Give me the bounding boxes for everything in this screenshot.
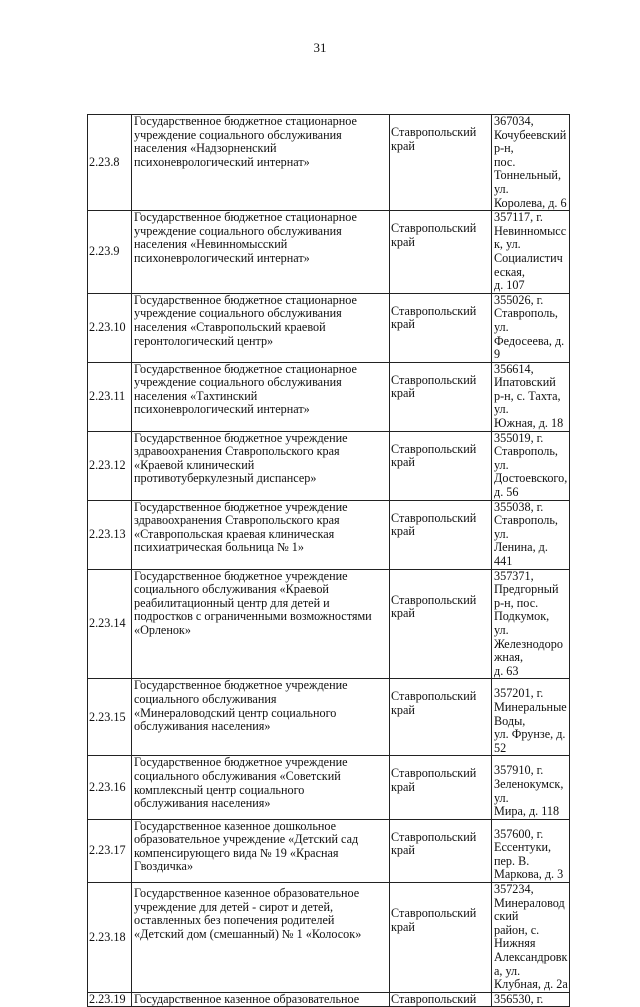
institution-name: Государственное бюджетное учреждение здравоохранения Ставропольского края «Ставропольская краевая клиническая психиатрическая больница № 1» xyxy=(132,500,390,569)
row-number: 2.23.17 xyxy=(88,819,132,882)
institution-name: Государственное бюджетное стационарное учреждение социального обслуживания населения «Надзорненский психоневрологический интернат» xyxy=(132,115,390,211)
region: Ставропольский край xyxy=(390,679,492,756)
address: 357910, г. Зеленокумск, ул. Мира, д. 118 xyxy=(492,756,570,819)
institution-name: Государственное бюджетное стационарное учреждение социального обслуживания населения «Невинномысский психоневрологический интернат» xyxy=(132,211,390,294)
region: Ставропольский край xyxy=(390,293,492,362)
table-row xyxy=(88,211,570,294)
region: Ставропольский край xyxy=(390,211,492,294)
region: Ставропольский край xyxy=(390,500,492,569)
region: Ставропольский xyxy=(390,992,492,1007)
address: 355038, г. Ставрополь, ул. Ленина, д. 441 xyxy=(492,500,570,569)
region: Ставропольский край xyxy=(390,362,492,431)
row-number: 2.23.8 xyxy=(88,115,132,211)
institution-name: Государственное бюджетное учреждение социального обслуживания «Советский комплексный центр социального обслуживания населения» xyxy=(132,756,390,819)
region: Ставропольский край xyxy=(390,569,492,679)
address: 367034, Кочубеевский р-н, пос. Тоннельный, ул. Королева, д. 6 xyxy=(492,115,570,211)
address: 357234, Минераловодский район, с. Нижняя Александровка, ул. Клубная, д. 2а xyxy=(492,883,570,993)
table-row xyxy=(88,819,570,882)
institution-name: Государственное бюджетное стационарное учреждение социального обслуживания населения «Ставропольский краевой геронтологический центр» xyxy=(132,293,390,362)
institution-name: Государственное бюджетное учреждение здравоохранения Ставропольского края «Краевой клинический противотуберкулезный диспансер» xyxy=(132,431,390,500)
page-number: 31 xyxy=(313,40,327,55)
table-row xyxy=(88,569,570,679)
row-number: 2.23.11 xyxy=(88,362,132,431)
address: 356530, г. xyxy=(492,992,570,1007)
row-number: 2.23.10 xyxy=(88,293,132,362)
address: 355019, г. Ставрополь, ул. Достоевского, д. 56 xyxy=(492,431,570,500)
row-number: 2.23.12 xyxy=(88,431,132,500)
institution-name: Государственное казенное образовательное xyxy=(132,992,390,1007)
region: Ставропольский край xyxy=(390,431,492,500)
institution-name: Государственное казенное образовательное учреждение для детей - сирот и детей, оставленных без попечения родителей «Детский дом (смешанный) № 1 «Колосок» xyxy=(132,883,390,993)
table-row xyxy=(88,115,570,211)
institution-name: Государственное бюджетное учреждение социального обслуживания «Минераловодский центр социального обслуживания населения» xyxy=(132,679,390,756)
address: 357371, Предгорный р-н, пос. Подкумок, ул. Железнодорожная, д. 63 xyxy=(492,569,570,679)
address: 356614, Ипатовский р-н, с. Тахта, ул. Южная, д. 18 xyxy=(492,362,570,431)
row-number: 2.23.9 xyxy=(88,211,132,294)
table-row xyxy=(88,500,570,569)
region: Ставропольский край xyxy=(390,756,492,819)
institutions-table xyxy=(87,114,570,1007)
table-row xyxy=(88,756,570,819)
row-number: 2.23.16 xyxy=(88,756,132,819)
row-number: 2.23.19 xyxy=(88,992,132,1007)
table-row xyxy=(88,992,570,1007)
institution-name: Государственное бюджетное стационарное учреждение социального обслуживания населения «Тахтинский психоневрологический интернат» xyxy=(132,362,390,431)
region: Ставропольский край xyxy=(390,115,492,211)
institution-name: Государственное бюджетное учреждение социального обслуживания «Краевой реабилитационный центр для детей и подростков с ограниченными возможностями «Орленок» xyxy=(132,569,390,679)
address: 357117, г. Невинномысск, ул. Социалистическая, д. 107 xyxy=(492,211,570,294)
row-number: 2.23.13 xyxy=(88,500,132,569)
institution-name: Государственное казенное дошкольное образовательное учреждение «Детский сад компенсирующего вида № 19 «Красная Гвоздичка» xyxy=(132,819,390,882)
table-row xyxy=(88,679,570,756)
row-number: 2.23.18 xyxy=(88,883,132,993)
region: Ставропольский край xyxy=(390,883,492,993)
address: 357600, г. Ессентуки, пер. В. Маркова, д. 3 xyxy=(492,819,570,882)
table-row xyxy=(88,883,570,993)
row-number: 2.23.14 xyxy=(88,569,132,679)
table-row xyxy=(88,293,570,362)
table-row xyxy=(88,362,570,431)
address: 357201, г. Минеральные Воды, ул. Фрунзе, д. 52 xyxy=(492,679,570,756)
row-number: 2.23.15 xyxy=(88,679,132,756)
address: 355026, г. Ставрополь, ул. Федосеева, д. 9 xyxy=(492,293,570,362)
region: Ставропольский край xyxy=(390,819,492,882)
table-row xyxy=(88,431,570,500)
